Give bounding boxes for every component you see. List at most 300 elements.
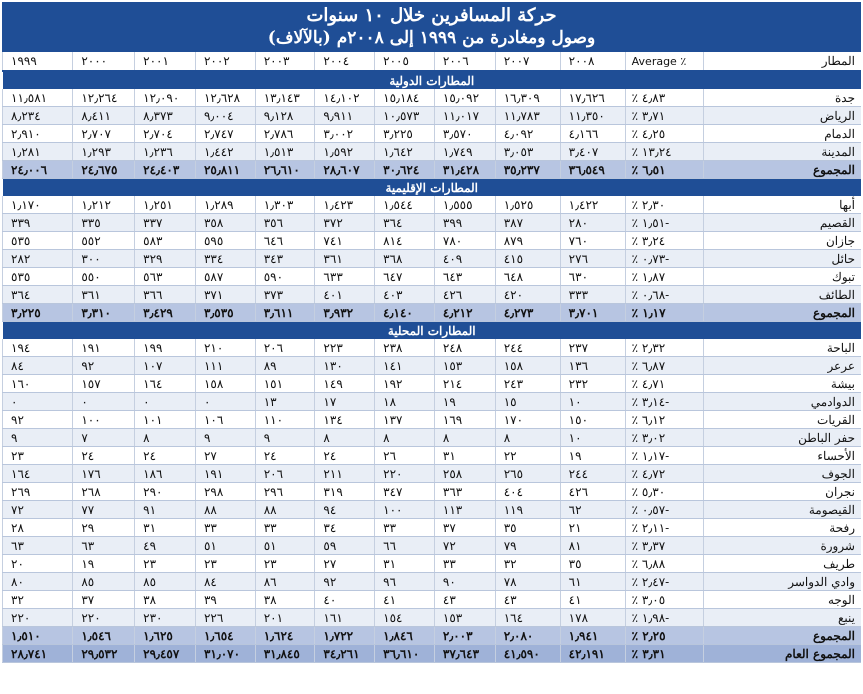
value-cell: ٣٠٫٦٢٤ <box>375 161 435 179</box>
average-cell: ٪ ٣٫٠٥ <box>625 591 704 609</box>
header-average: Average ٪ <box>625 52 704 71</box>
header-year: ٢٠٠٧ <box>495 52 560 71</box>
airport-name: الطائف <box>704 286 861 304</box>
average-cell: ٪ ٣٫٣٧ <box>625 537 704 555</box>
grand-total-row <box>3 645 862 663</box>
value-cell: ١٠٠ <box>73 411 135 429</box>
value-cell: ١٫٤٢٣ <box>315 196 375 214</box>
average-cell: ٪ ٦٫٨٨ <box>625 555 704 573</box>
value-cell: ٤٠٣ <box>375 286 435 304</box>
value-cell: ٣٨ <box>135 591 196 609</box>
value-cell: ١٥٣ <box>434 609 495 627</box>
value-cell: ٣٧٢ <box>315 214 375 232</box>
value-cell: ١٫٥١٣ <box>255 143 315 161</box>
value-cell: ١٫٦٥٤ <box>195 627 255 645</box>
value-cell: ٣٫٦١١ <box>255 304 315 322</box>
airport-row <box>3 214 862 232</box>
value-cell: ١٫٢٨٩ <box>195 196 255 214</box>
value-cell: ٢٫٩١٠ <box>3 125 73 143</box>
value-cell: ٧ <box>73 429 135 447</box>
value-cell: ٣٫٠٠٢ <box>315 125 375 143</box>
value-cell: ٢٢٠ <box>73 609 135 627</box>
value-cell: ٣١ <box>434 447 495 465</box>
value-cell: ٣٣٩ <box>3 214 73 232</box>
airport-row <box>3 196 862 214</box>
value-cell: ٢٩٦ <box>255 483 315 501</box>
value-cell: ٣٫٤٢٩ <box>135 304 196 322</box>
value-cell: ٣٣٧ <box>135 214 196 232</box>
average-cell: ٪ ٣٫٢٤ <box>625 232 704 250</box>
value-cell: ٤٣ <box>434 591 495 609</box>
value-cell: ١٥٨ <box>195 375 255 393</box>
airport-name: أبها <box>704 196 861 214</box>
airport-row <box>3 89 862 107</box>
airport-name: وادي الدواسر <box>704 573 861 591</box>
value-cell: ٣٧ <box>73 591 135 609</box>
value-cell: ١٫٧٤٩ <box>434 143 495 161</box>
airport-row <box>3 232 862 250</box>
value-cell: ٣٦٤ <box>375 214 435 232</box>
value-cell: ٣٧٫٦٤٣ <box>434 645 495 663</box>
value-cell: ١٥ <box>495 393 560 411</box>
value-cell: ٤٩ <box>135 537 196 555</box>
value-cell: ١٣٫١٤٣ <box>255 89 315 107</box>
value-cell: ٤١٥ <box>495 250 560 268</box>
average-cell: ٪ ٢٫١١- <box>625 519 704 537</box>
value-cell: ٧٩ <box>495 537 560 555</box>
airport-name: المجموع <box>704 627 861 645</box>
airport-name: القصيم <box>704 214 861 232</box>
value-cell: ١١١ <box>195 357 255 375</box>
value-cell: ٤٫٢٧٣ <box>495 304 560 322</box>
airport-name: جازان <box>704 232 861 250</box>
value-cell: ٨٤ <box>3 357 73 375</box>
value-cell: ٣٢ <box>495 555 560 573</box>
airport-name: الرياض <box>704 107 861 125</box>
value-cell: ٤٢٦ <box>560 483 625 501</box>
value-cell: ١٣٠ <box>315 357 375 375</box>
value-cell: ١٠ <box>560 429 625 447</box>
airport-row <box>3 375 862 393</box>
value-cell: ٣٤٫٢٦١ <box>315 645 375 663</box>
value-cell: ١٫٥٢٥ <box>495 196 560 214</box>
value-cell: ٣٦٤ <box>3 286 73 304</box>
section-total-row <box>3 161 862 179</box>
value-cell: ٢٥٫٨١١ <box>195 161 255 179</box>
value-cell: ١٩ <box>73 555 135 573</box>
airport-name: المدينة <box>704 143 861 161</box>
value-cell: ٢٣٨ <box>375 339 435 357</box>
value-cell: ١٫١٧٠ <box>3 196 73 214</box>
section-title: المطارات المحلية <box>3 322 862 340</box>
value-cell: ١٢٫٢٦٤ <box>73 89 135 107</box>
value-cell: ٣٩ <box>195 591 255 609</box>
value-cell: ٣٫٥٧٠ <box>434 125 495 143</box>
value-cell: ٤١ <box>375 591 435 609</box>
table-body <box>3 52 862 663</box>
value-cell: ٢٥٨ <box>434 465 495 483</box>
airport-name: عرعر <box>704 357 861 375</box>
value-cell: ٣١ <box>135 519 196 537</box>
value-cell: ٢٨٠ <box>560 214 625 232</box>
average-cell: ٪ ٦٫٥١ <box>625 161 704 179</box>
airport-row <box>3 501 862 519</box>
value-cell: ٨١٤ <box>375 232 435 250</box>
value-cell: ٢٤٣ <box>495 375 560 393</box>
value-cell: ٣٧٣ <box>255 286 315 304</box>
value-cell: ٣٣ <box>434 555 495 573</box>
value-cell: ٢٤ <box>73 447 135 465</box>
value-cell: ١١٫٠١٧ <box>434 107 495 125</box>
value-cell: ٩٢ <box>3 411 73 429</box>
average-cell: ٪ ٢٫٤٧- <box>625 573 704 591</box>
value-cell: ٢٠٦ <box>255 465 315 483</box>
value-cell: ١١٩ <box>495 501 560 519</box>
value-cell: ٨٫٢٣٤ <box>3 107 73 125</box>
average-cell: ٪ ٢٫٣٠ <box>625 196 704 214</box>
value-cell: ٣١٩ <box>315 483 375 501</box>
value-cell: ١٠ <box>560 393 625 411</box>
section-header-row <box>3 322 862 340</box>
value-cell: ٥٣٥ <box>3 232 73 250</box>
value-cell: ٢٢٣ <box>315 339 375 357</box>
section-title: المطارات الدولية <box>3 71 862 89</box>
value-cell: ٣١٫٠٧٠ <box>195 645 255 663</box>
airport-name: الوجه <box>704 591 861 609</box>
average-cell: ٪ ٦٫١٢ <box>625 411 704 429</box>
airport-name: القيصومة <box>704 501 861 519</box>
value-cell: ٣٦١ <box>315 250 375 268</box>
value-cell: ٣٥٦ <box>255 214 315 232</box>
airport-name: المجموع <box>704 161 861 179</box>
airport-name: حائل <box>704 250 861 268</box>
average-cell: ٪ ٤٫٢٥ <box>625 125 704 143</box>
airport-name: شرورة <box>704 537 861 555</box>
value-cell: ١٫٩٤١ <box>560 627 625 645</box>
average-cell: ٪ ١٣٫٢٤ <box>625 143 704 161</box>
value-cell: ٣١٫٨٤٥ <box>255 645 315 663</box>
airport-row <box>3 609 862 627</box>
value-cell: ١٩٢ <box>375 375 435 393</box>
average-cell: ٪ ١٫١٧ <box>625 304 704 322</box>
value-cell: ٧٤١ <box>315 232 375 250</box>
value-cell: ١٫٣٠٣ <box>255 196 315 214</box>
value-cell: ٠ <box>135 393 196 411</box>
value-cell: ٩٫٩١١ <box>315 107 375 125</box>
value-cell: ٩٦ <box>375 573 435 591</box>
value-cell: ٣١ <box>375 555 435 573</box>
airport-row <box>3 447 862 465</box>
value-cell: ٢٧٦ <box>560 250 625 268</box>
value-cell: ٢٦٫٦١٠ <box>255 161 315 179</box>
value-cell: ١٩ <box>434 393 495 411</box>
value-cell: ٦٣٣ <box>315 268 375 286</box>
value-cell: ٣٦١ <box>73 286 135 304</box>
value-cell: ٣٥ <box>560 555 625 573</box>
value-cell: ٢٢٠ <box>375 465 435 483</box>
value-cell: ٧٧ <box>73 501 135 519</box>
value-cell: ١٫٦٤٢ <box>375 143 435 161</box>
value-cell: ٥٥٠ <box>73 268 135 286</box>
value-cell: ١٫٢٥١ <box>135 196 196 214</box>
value-cell: ٢٠ <box>3 555 73 573</box>
value-cell: ١٧ <box>315 393 375 411</box>
value-cell: ١٣٦ <box>560 357 625 375</box>
header-year: ٢٠٠٢ <box>195 52 255 71</box>
value-cell: ٨ <box>495 429 560 447</box>
value-cell: ٧٨٠ <box>434 232 495 250</box>
airport-name: بيشة <box>704 375 861 393</box>
header-year: ٢٠٠٥ <box>375 52 435 71</box>
value-cell: ١٠٦ <box>195 411 255 429</box>
value-cell: ٤٫١٤٠ <box>375 304 435 322</box>
average-cell: ٪ ١٫٩٨- <box>625 609 704 627</box>
value-cell: ١٥٨ <box>495 357 560 375</box>
value-cell: ٢٫٠٠٣ <box>434 627 495 645</box>
value-cell: ١٦٩ <box>434 411 495 429</box>
value-cell: ١٫٢١٢ <box>73 196 135 214</box>
value-cell: ٢٫٧٨٦ <box>255 125 315 143</box>
value-cell: ١٥٠ <box>560 411 625 429</box>
value-cell: ٤٠١ <box>315 286 375 304</box>
airport-row <box>3 268 862 286</box>
value-cell: ٠ <box>195 393 255 411</box>
value-cell: ٧٢ <box>434 537 495 555</box>
section-total-row <box>3 627 862 645</box>
value-cell: ١٩٩ <box>135 339 196 357</box>
airport-name: طريف <box>704 555 861 573</box>
value-cell: ١٦١ <box>315 609 375 627</box>
value-cell: ١٫٤٤٢ <box>195 143 255 161</box>
value-cell: ٣٫٣١٠ <box>73 304 135 322</box>
value-cell: ٤٢٦ <box>434 286 495 304</box>
value-cell: ٦٢ <box>560 501 625 519</box>
value-cell: ٣٫٢٢٥ <box>375 125 435 143</box>
value-cell: ٢٤٫٠٠٦ <box>3 161 73 179</box>
average-cell: ٪ ٦٫٨٧ <box>625 357 704 375</box>
value-cell: ١٫٢٨١ <box>3 143 73 161</box>
value-cell: ٥٥٢ <box>73 232 135 250</box>
value-cell: ٢٦٨ <box>73 483 135 501</box>
value-cell: ٢٤٤ <box>495 339 560 357</box>
title-line-1: حركة المسافرين خلال ١٠ سنوات <box>306 5 557 26</box>
value-cell: ٢٩٨ <box>195 483 255 501</box>
average-cell: ٪ ٠٫٦٨- <box>625 286 704 304</box>
header-year: ٢٠٠٠ <box>73 52 135 71</box>
value-cell: ٢٣ <box>255 555 315 573</box>
value-cell: ٢٤ <box>315 447 375 465</box>
value-cell: ٣٤٧ <box>375 483 435 501</box>
value-cell: ٦٤٣ <box>434 268 495 286</box>
airport-name: المجموع العام <box>704 645 861 663</box>
airport-name: حفر الباطن <box>704 429 861 447</box>
average-cell: ٪ ٣٫٣١ <box>625 645 704 663</box>
value-cell: ١٦٫٣٠٩ <box>495 89 560 107</box>
value-cell: ١٤٫١٠٢ <box>315 89 375 107</box>
value-cell: ١٣٤ <box>315 411 375 429</box>
value-cell: ٩١ <box>135 501 196 519</box>
value-cell: ٣٤ <box>315 519 375 537</box>
value-cell: ١٫٤٢٢ <box>560 196 625 214</box>
value-cell: ٣٦٫٦١٠ <box>375 645 435 663</box>
value-cell: ٨٫٣٧٣ <box>135 107 196 125</box>
value-cell: ١٧٦ <box>73 465 135 483</box>
value-cell: ٢١٤ <box>434 375 495 393</box>
value-cell: ٦٤٦ <box>255 232 315 250</box>
airport-name: الباحة <box>704 339 861 357</box>
value-cell: ١٥٫١٨٤ <box>375 89 435 107</box>
value-cell: ٠ <box>3 393 73 411</box>
value-cell: ٣٣٥ <box>73 214 135 232</box>
value-cell: ٢٫٠٨٠ <box>495 627 560 645</box>
value-cell: ٨٫٤١١ <box>73 107 135 125</box>
value-cell: ٤٫٢١٢ <box>434 304 495 322</box>
value-cell: ٩٠ <box>434 573 495 591</box>
value-cell: ٣٣ <box>375 519 435 537</box>
header-year: ١٩٩٩ <box>3 52 73 71</box>
value-cell: ٢٣ <box>3 447 73 465</box>
value-cell: ٢٤٨ <box>434 339 495 357</box>
value-cell: ٢٦٥ <box>495 465 560 483</box>
value-cell: ٦٣ <box>3 537 73 555</box>
value-cell: ٥١ <box>195 537 255 555</box>
value-cell: ١٠٧ <box>135 357 196 375</box>
value-cell: ٦١ <box>560 573 625 591</box>
airport-name: القريات <box>704 411 861 429</box>
airport-row <box>3 483 862 501</box>
value-cell: ١٦٤ <box>495 609 560 627</box>
airport-name: الجوف <box>704 465 861 483</box>
header-row <box>3 52 862 71</box>
airport-row <box>3 250 862 268</box>
value-cell: ٤٢٠ <box>495 286 560 304</box>
airport-row <box>3 519 862 537</box>
value-cell: ١٫٥٤٦ <box>73 627 135 645</box>
value-cell: ٦٤٨ <box>495 268 560 286</box>
value-cell: ٢٦٩ <box>3 483 73 501</box>
average-cell: ٪ ٠٫٥٧- <box>625 501 704 519</box>
table-title <box>2 2 861 52</box>
value-cell: ١١٣ <box>434 501 495 519</box>
value-cell: ٩٫١٢٨ <box>255 107 315 125</box>
value-cell: ١٩٤ <box>3 339 73 357</box>
value-cell: ٦٣٠ <box>560 268 625 286</box>
value-cell: ١١٫٣٥٠ <box>560 107 625 125</box>
value-cell: ٢٤ <box>255 447 315 465</box>
airport-name: الأحساء <box>704 447 861 465</box>
value-cell: ٢٣ <box>135 555 196 573</box>
value-cell: ٢٩٠ <box>135 483 196 501</box>
section-header-row <box>3 71 862 89</box>
value-cell: ١٠٫٥٧٣ <box>375 107 435 125</box>
value-cell: ٨٦ <box>255 573 315 591</box>
value-cell: ٠ <box>73 393 135 411</box>
value-cell: ٩ <box>255 429 315 447</box>
value-cell: ٢٧ <box>315 555 375 573</box>
value-cell: ٦٦ <box>375 537 435 555</box>
value-cell: ٢٤٫٤٠٣ <box>135 161 196 179</box>
header-year: ٢٠٠١ <box>135 52 196 71</box>
value-cell: ١٣٧ <box>375 411 435 429</box>
value-cell: ١٩١ <box>73 339 135 357</box>
value-cell: ٤٠٩ <box>434 250 495 268</box>
value-cell: ٨ <box>375 429 435 447</box>
value-cell: ٣٨٧ <box>495 214 560 232</box>
passenger-traffic-table-panel <box>2 2 861 690</box>
value-cell: ٢١٠ <box>195 339 255 357</box>
value-cell: ٥٣٥ <box>3 268 73 286</box>
average-cell: ٪ ١٫٥١- <box>625 214 704 232</box>
value-cell: ٩ <box>195 429 255 447</box>
value-cell: ١٫٥١٠ <box>3 627 73 645</box>
value-cell: ٨٥ <box>135 573 196 591</box>
value-cell: ١١٫٧٨٣ <box>495 107 560 125</box>
value-cell: ٣٣٤ <box>195 250 255 268</box>
value-cell: ٢٢٠ <box>3 609 73 627</box>
header-year: ٢٠٠٨ <box>560 52 625 71</box>
value-cell: ٢٦ <box>375 447 435 465</box>
header-year: ٢٠٠٣ <box>255 52 315 71</box>
value-cell: ٣١٫٤٢٨ <box>434 161 495 179</box>
average-cell: ٪ ٣٫٠٢ <box>625 429 704 447</box>
airport-name: ينبع <box>704 609 861 627</box>
title-line-2: وصول ومغادرة من ١٩٩٩ إلى ٢٠٠٨م (بالآلاف) <box>267 28 596 48</box>
airport-row <box>3 125 862 143</box>
airport-name: الدمام <box>704 125 861 143</box>
value-cell: ٣٫٩٣٢ <box>315 304 375 322</box>
value-cell: ٢٨٫٦٠٧ <box>315 161 375 179</box>
value-cell: ٣٣٣ <box>560 286 625 304</box>
value-cell: ٣٫٤٠٧ <box>560 143 625 161</box>
value-cell: ٩٤ <box>315 501 375 519</box>
value-cell: ٤٢٫١٩١ <box>560 645 625 663</box>
value-cell: ١٫٥٥٥ <box>434 196 495 214</box>
value-cell: ٢٣٢ <box>560 375 625 393</box>
airport-name: رفحة <box>704 519 861 537</box>
value-cell: ٦٤٧ <box>375 268 435 286</box>
value-cell: ٨٥ <box>73 573 135 591</box>
value-cell: ٣٠٠ <box>73 250 135 268</box>
value-cell: ٨٩ <box>255 357 315 375</box>
value-cell: ٤٣ <box>495 591 560 609</box>
value-cell: ١٥٧ <box>73 375 135 393</box>
airport-row <box>3 107 862 125</box>
value-cell: ٢٧ <box>195 447 255 465</box>
average-cell: ٪ ٢٫٣٢ <box>625 339 704 357</box>
airport-row <box>3 143 862 161</box>
value-cell: ١٥٤ <box>375 609 435 627</box>
value-cell: ١٧٠ <box>495 411 560 429</box>
value-cell: ٦٣ <box>73 537 135 555</box>
value-cell: ١٫٨٤٦ <box>375 627 435 645</box>
airport-row <box>3 573 862 591</box>
airport-row <box>3 339 862 357</box>
value-cell: ٨ <box>315 429 375 447</box>
airport-name: الدوادمي <box>704 393 861 411</box>
value-cell: ٢٣٠ <box>135 609 196 627</box>
value-cell: ٣٥٫٢٣٧ <box>495 161 560 179</box>
value-cell: ١٫٥٩٢ <box>315 143 375 161</box>
value-cell: ١٤١ <box>375 357 435 375</box>
value-cell: ٢٤ <box>135 447 196 465</box>
value-cell: ٥٨٣ <box>135 232 196 250</box>
value-cell: ١٩ <box>560 447 625 465</box>
value-cell: ٢٢ <box>495 447 560 465</box>
value-cell: ٤٫٠٩٢ <box>495 125 560 143</box>
value-cell: ٣٣ <box>195 519 255 537</box>
airport-row <box>3 429 862 447</box>
value-cell: ١٫٦٢٤ <box>255 627 315 645</box>
